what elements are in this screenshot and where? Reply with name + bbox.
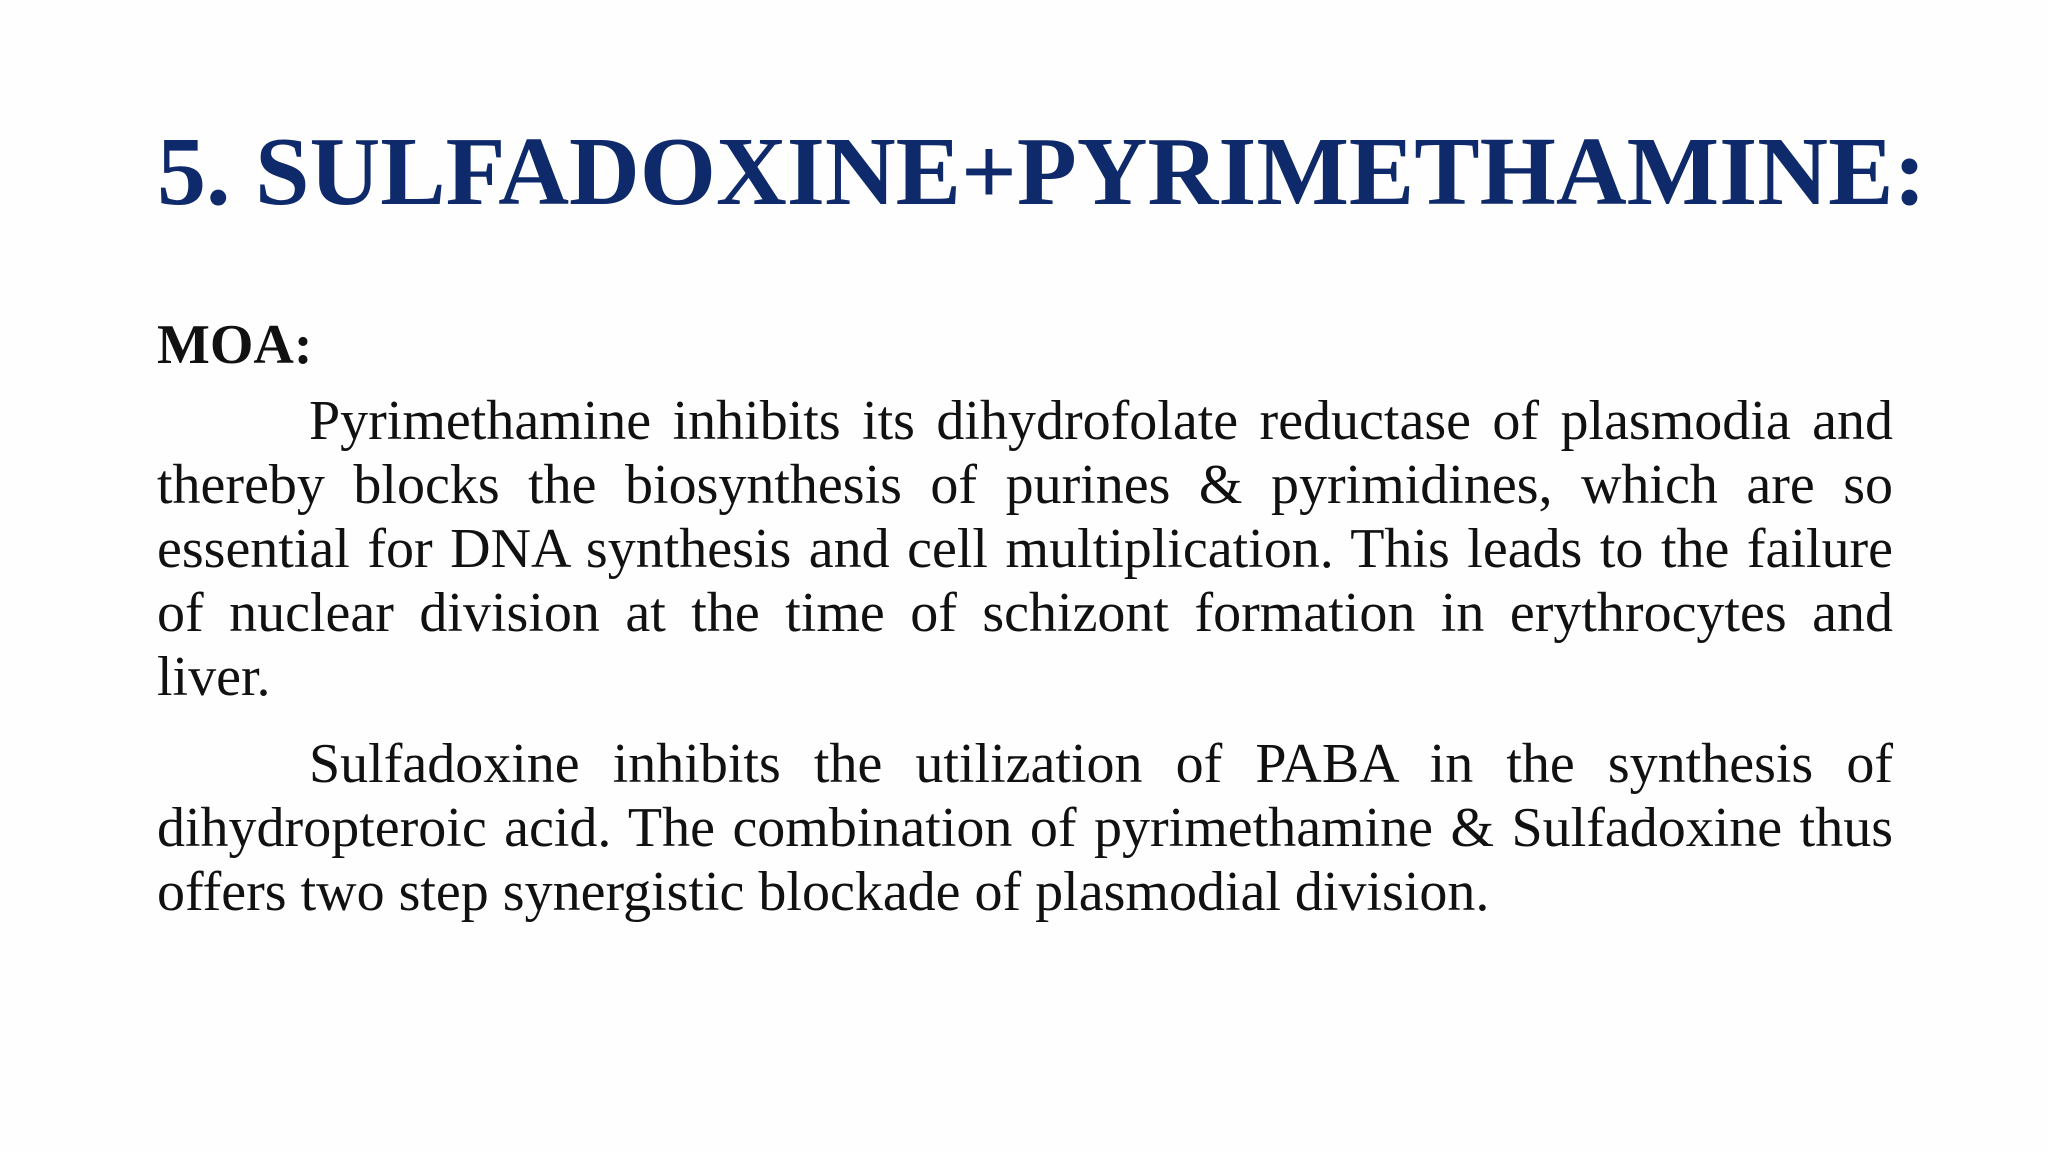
pyrimethamine-paragraph: Pyrimethamine inhibits its dihydrofolate reductase of plasmodia and thereby blocks the biosynthesis of purines & pyrimidines, which are so essential for DNA synthesis and cell multiplication. This leads to the failure of nuclear division at the time of schizont formation in erythrocytes and liver. [157,390,1893,709]
slide-title: 5. SULFADOXINE+PYRIMETHAMINE: [157,118,1927,226]
slide-body [157,312,1893,924]
sulfadoxine-paragraph: Sulfadoxine inhibits the utilization of PABA in the synthesis of dihydropteroic acid. The combination of pyrimethamine & Sulfadoxine thus offers two step synergistic blockade of plasmodial division. [157,733,1893,924]
moa-heading: MOA: [157,314,313,376]
